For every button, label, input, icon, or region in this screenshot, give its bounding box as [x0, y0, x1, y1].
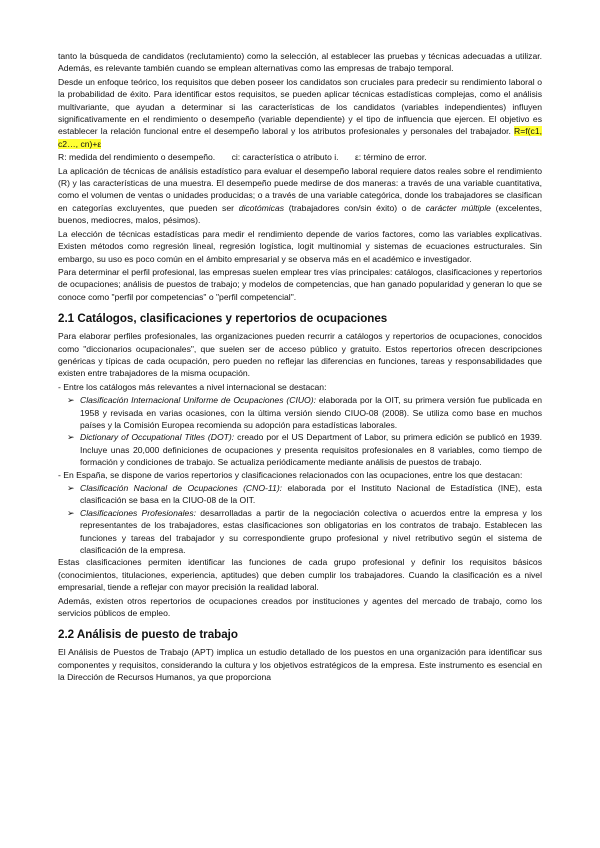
- paragraph: [58, 165, 542, 227]
- paragraph: Para elaborar perfiles profesionales, las organizaciones pueden recurrir a catálogos y repertorios de ocupaciones, conocidos como "diccionarios ocupacionales", que suelen ser de acceso público y gratuito. Estos repertorios ofrecen descripciones genéricas y típicas de cada ocupación, pero pueden no reflejar las diferencias en funciones, tareas y responsabilidades que existen entre trabajadores de la misma ocupación.: [58, 331, 542, 379]
- paragraph: Además, existen otros repertorios de ocupaciones creados por instituciones y agentes del mercado de trabajo, como los servicios públicos de empleo.: [58, 595, 542, 619]
- item-text: desarrolladas a partir de la negociación colectiva o acuerdos entre la empresa y los representantes de los trabajadores, estas clasificaciones son obligatorias en los contratos de trabajo. Establecen las funciones y tareas del trabajador y su correspondiente grupo profesional y nivel retributivo según el sistema de clasificación de la empresa.: [80, 507, 542, 556]
- list-item: [67, 394, 542, 431]
- item-text: creado por el US Department of Labor, su primera edición se publicó en 1939. Incluye unas 20,000 definiciones de ocupaciones y presenta requisitos profesionales en 8 variables, como tiempo de formación y condiciones de trabajo. Se actualiza periódicamente mediante análisis de puestos de trabajo.: [80, 432, 542, 468]
- item-text: elaborada por el Instituto Nacional de Estadística (INE), esta clasificación se basa en la CIUO-08 de la OIT.: [80, 483, 542, 506]
- paragraph: tanto la búsqueda de candidatos (reclutamiento) como la selección, al establecer las pruebas y técnicas adecuadas a utilizar. Además, es relevante también cuando se emplean alternativas como las empresas de trabajo temporal.: [58, 51, 542, 74]
- paragraph: La elección de técnicas estadísticas para medir el rendimiento depende de varios factores, como las variables explicativas. Existen métodos como regresión lineal, regresión logística, logit multinomial y sistemas de ecuaciones estructurales. Sin embargo, su uso es poco común en el ámbito empresarial y se observa más en el académico e investigador.: [58, 228, 542, 264]
- paragraph: Estas clasificaciones permiten identificar las funciones de cada grupo profesional y definir los requisitos básicos (conocimientos, titulaciones, experiencia, aptitudes) que deben cumplir los trabajadores. Cuando la clasificación es a nivel empresarial, tiende a reflejar con mayor precisión la realidad laboral.: [58, 557, 542, 593]
- section-heading: 2.1 Catálogos, clasificaciones y repertorios de ocupaciones: [58, 312, 388, 326]
- legend-c: ci: característica o atributo i.: [231, 152, 339, 163]
- item-title: Clasificación Internacional Uniforme de Ocupaciones (CIUO):: [80, 395, 316, 406]
- arrow-bullet-icon: ➢: [67, 432, 75, 443]
- item-text: elaborada por la OIT, su primera versión fue publicada en 1958 y revisada en varias ocasiones, con la última versión siendo CIUO-08 (2008). Se utiliza como base en muchos países y la Comisión Europea recomienda su adopción para estadísticas laborales.: [80, 395, 542, 430]
- item-title: Clasificaciones Profesionales:: [80, 507, 197, 518]
- paragraph-text: (trabajadores con/sin éxito) o de: [288, 202, 421, 213]
- list-item: [67, 431, 542, 468]
- paragraph: El Análisis de Puestos de Trabajo (APT) implica un estudio detallado de los puestos en una organización para identificar sus componentes y requisitos, considerando la cultura y los objetivos estratégicos de la empresa. Este instrumento es esencial en la Dirección de Recursos Humanos, ya que proporciona: [58, 647, 542, 683]
- document-page: [58, 50, 542, 685]
- paragraph-text: Desde un enfoque teórico, los requisitos que deben poseer los candidatos son cruciales para predecir su rendimiento laboral o la probabilidad de éxito. Para identificar estos requisitos, se pueden aplicar técnicas estadísticas complejas, como el análisis multivariante, que ayudan a determinar si las características de los candidatos (variables independientes) influyen significativamente en el rendimiento o desempeño (variable dependiente) y el tipo de influencia que ejercen. El objetivo es establecer la relación funcional entre el desempeño laboral y los atributos profesionales y personales del trabajador.: [58, 76, 542, 137]
- item-title: Dictionary of Occupational Titles (DOT):: [80, 432, 235, 443]
- paragraph: [58, 76, 542, 150]
- arrow-bullet-icon: ➢: [67, 395, 75, 406]
- legend-r: R: medida del rendimiento o desempeño.: [58, 152, 216, 163]
- list-item: [67, 507, 542, 557]
- arrow-bullet-icon: ➢: [67, 507, 75, 518]
- italic-term: carácter múltiple: [425, 202, 491, 213]
- bullet-list: [58, 394, 542, 468]
- paragraph-text: La aplicación de técnicas de análisis estadístico para evaluar el desempeño laboral requiere datos reales sobre el rendimiento (R) y las características de una muestra. El desempeño puede medirse de dos maneras: a través de una variable cuantitativa, como el volumen de ventas o unidades producidas; o a través de una variable categórica, donde los trabajadores se clasifican en categorías excluyentes, que pueden ser: [58, 165, 542, 213]
- paragraph: Para determinar el perfil profesional, las empresas suelen emplear tres vías principales: catálogos, clasificaciones y repertorios de ocupaciones; análisis de puestos de trabajo; y modelos de competencias, que han ganado popularidad y generan lo que se conoce como "perfil por competencias" o "perfil competencial".: [58, 266, 542, 302]
- paragraph-text: (excelentes, buenos, mediocres, malos, pésimos).: [58, 202, 542, 226]
- list-lead: - En España, se dispone de varios repertorios y clasificaciones relacionados con las ocupaciones, entre los que destacan:: [58, 469, 523, 480]
- list-item: [67, 482, 542, 507]
- item-title: Clasificación Nacional de Ocupaciones (CNO-11):: [80, 483, 283, 493]
- section-heading: 2.2 Análisis de puesto de trabajo: [58, 628, 238, 642]
- formula-highlight: R=f(c1, c2…, cn)+ε: [58, 126, 542, 149]
- legend-e: ε: término de error.: [354, 152, 427, 163]
- arrow-bullet-icon: ➢: [67, 483, 75, 493]
- formula-legend: [58, 151, 542, 163]
- bullet-list: [58, 482, 542, 556]
- italic-term: dicotómicas: [238, 202, 285, 213]
- list-lead: - Entre los catálogos más relevantes a nivel internacional se destacan:: [58, 381, 327, 392]
